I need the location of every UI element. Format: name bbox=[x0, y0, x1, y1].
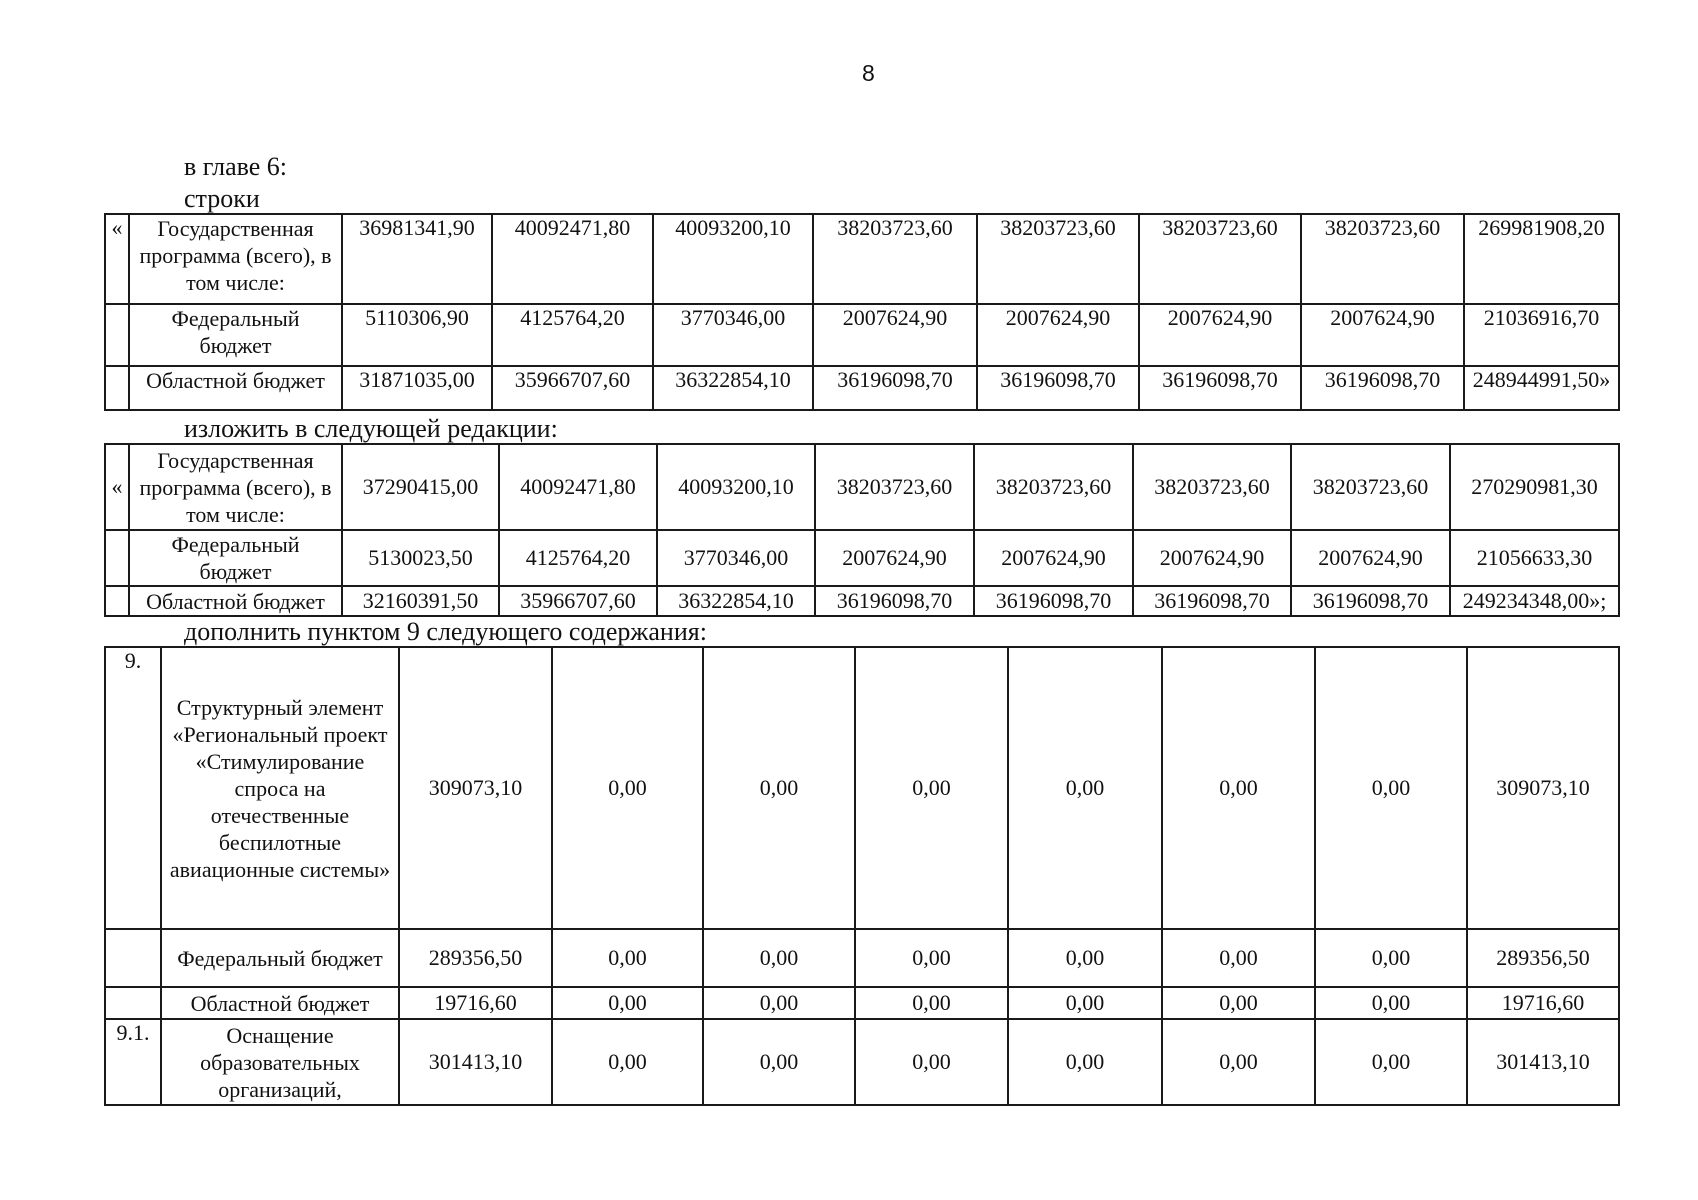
value-cell: 36322854,10 bbox=[657, 586, 815, 616]
value-cell: 38203723,60 bbox=[1291, 444, 1450, 530]
value-cell: 0,00 bbox=[855, 1019, 1008, 1105]
value-cell: 2007624,90 bbox=[1301, 304, 1464, 366]
value-cell: 301413,10 bbox=[1467, 1019, 1619, 1105]
value-cell: 2007624,90 bbox=[815, 530, 974, 586]
value-cell: 36981341,90 bbox=[342, 214, 492, 304]
table-row bbox=[105, 304, 1619, 366]
value-cell: 249234348,00»; bbox=[1450, 586, 1619, 616]
value-cell: 2007624,90 bbox=[977, 304, 1139, 366]
value-cell: 31871035,00 bbox=[342, 366, 492, 410]
value-cell: 40093200,10 bbox=[657, 444, 815, 530]
value-cell: 4125764,20 bbox=[492, 304, 653, 366]
add-heading: дополнить пунктом 9 следующего содержания: bbox=[184, 617, 707, 646]
value-cell: 40093200,10 bbox=[653, 214, 813, 304]
table-row bbox=[105, 530, 1619, 586]
value-cell: 36196098,70 bbox=[1133, 586, 1291, 616]
table-row bbox=[105, 214, 1619, 304]
value-cell: 36196098,70 bbox=[974, 586, 1133, 616]
value-cell: 36196098,70 bbox=[1291, 586, 1450, 616]
value-cell: 40092471,80 bbox=[492, 214, 653, 304]
value-cell: 0,00 bbox=[703, 1019, 855, 1105]
value-cell: 38203723,60 bbox=[1301, 214, 1464, 304]
value-cell: 301413,10 bbox=[399, 1019, 552, 1105]
opening-quote bbox=[105, 366, 129, 410]
value-cell: 0,00 bbox=[1008, 1019, 1162, 1105]
table-row bbox=[105, 987, 1619, 1019]
value-cell: 40092471,80 bbox=[499, 444, 657, 530]
opening-quote bbox=[105, 586, 129, 616]
value-cell: 2007624,90 bbox=[1139, 304, 1301, 366]
value-cell: 2007624,90 bbox=[1133, 530, 1291, 586]
value-cell: 0,00 bbox=[552, 987, 703, 1019]
item-number bbox=[105, 929, 161, 987]
value-cell: 0,00 bbox=[1315, 647, 1467, 929]
value-cell: 35966707,60 bbox=[499, 586, 657, 616]
item-number bbox=[105, 987, 161, 1019]
value-cell: 0,00 bbox=[1008, 647, 1162, 929]
table-row bbox=[105, 647, 1619, 929]
value-cell: 0,00 bbox=[1162, 929, 1315, 987]
value-cell: 248944991,50» bbox=[1464, 366, 1619, 410]
value-cell: 36196098,70 bbox=[813, 366, 977, 410]
value-cell: 269981908,20 bbox=[1464, 214, 1619, 304]
page-number: 8 bbox=[862, 60, 875, 86]
value-cell: 0,00 bbox=[855, 929, 1008, 987]
opening-quote: « bbox=[105, 214, 129, 304]
value-cell: 5110306,90 bbox=[342, 304, 492, 366]
table-item-9 bbox=[104, 646, 1620, 1106]
value-cell: 32160391,50 bbox=[342, 586, 499, 616]
table-row bbox=[105, 366, 1619, 410]
value-cell: 19716,60 bbox=[399, 987, 552, 1019]
value-cell: 36196098,70 bbox=[1301, 366, 1464, 410]
row-label: Областной бюджет bbox=[129, 366, 342, 410]
value-cell: 3770346,00 bbox=[653, 304, 813, 366]
table-row bbox=[105, 444, 1619, 530]
value-cell: 0,00 bbox=[1008, 929, 1162, 987]
value-cell: 4125764,20 bbox=[499, 530, 657, 586]
value-cell: 2007624,90 bbox=[974, 530, 1133, 586]
row-label: Федеральный бюджет bbox=[161, 929, 399, 987]
value-cell: 35966707,60 bbox=[492, 366, 653, 410]
value-cell: 0,00 bbox=[1315, 929, 1467, 987]
value-cell: 0,00 bbox=[1162, 647, 1315, 929]
value-cell: 38203723,60 bbox=[974, 444, 1133, 530]
row-label: Областной бюджет bbox=[129, 586, 342, 616]
table-new-edition bbox=[104, 443, 1620, 617]
value-cell: 19716,60 bbox=[1467, 987, 1619, 1019]
row-label: Оснащение образовательных организаций, bbox=[161, 1019, 399, 1105]
value-cell: 309073,10 bbox=[1467, 647, 1619, 929]
opening-quote bbox=[105, 530, 129, 586]
value-cell: 38203723,60 bbox=[815, 444, 974, 530]
value-cell: 0,00 bbox=[1008, 987, 1162, 1019]
value-cell: 289356,50 bbox=[399, 929, 552, 987]
opening-quote: « bbox=[105, 444, 129, 530]
row-label: Государственная программа (всего), в том числе: bbox=[129, 444, 342, 530]
row-label: Областной бюджет bbox=[161, 987, 399, 1019]
value-cell: 38203723,60 bbox=[977, 214, 1139, 304]
value-cell: 0,00 bbox=[1162, 987, 1315, 1019]
chapter-heading: в главе 6: bbox=[184, 152, 288, 181]
replace-heading: изложить в следующей редакции: bbox=[184, 414, 558, 443]
value-cell: 270290981,30 bbox=[1450, 444, 1619, 530]
row-label: Структурный элемент «Региональный проект «Стимулирование спроса на отечественные беспилотные авиационные системы» bbox=[161, 647, 399, 929]
rows-heading: строки bbox=[184, 184, 260, 213]
value-cell: 0,00 bbox=[703, 647, 855, 929]
item-number: 9.1. bbox=[105, 1019, 161, 1105]
value-cell: 0,00 bbox=[1315, 987, 1467, 1019]
value-cell: 36196098,70 bbox=[1139, 366, 1301, 410]
value-cell: 289356,50 bbox=[1467, 929, 1619, 987]
value-cell: 0,00 bbox=[552, 929, 703, 987]
opening-quote bbox=[105, 304, 129, 366]
value-cell: 0,00 bbox=[1315, 1019, 1467, 1105]
value-cell: 5130023,50 bbox=[342, 530, 499, 586]
value-cell: 309073,10 bbox=[399, 647, 552, 929]
value-cell: 38203723,60 bbox=[813, 214, 977, 304]
value-cell: 38203723,60 bbox=[1139, 214, 1301, 304]
table-old-rows bbox=[104, 213, 1620, 411]
value-cell: 3770346,00 bbox=[657, 530, 815, 586]
table-row bbox=[105, 586, 1619, 616]
row-label: Федеральный бюджет bbox=[129, 530, 342, 586]
table-row bbox=[105, 929, 1619, 987]
value-cell: 36196098,70 bbox=[977, 366, 1139, 410]
item-number: 9. bbox=[105, 647, 161, 929]
value-cell: 37290415,00 bbox=[342, 444, 499, 530]
table-row bbox=[105, 1019, 1619, 1105]
row-label: Федеральный бюджет bbox=[129, 304, 342, 366]
value-cell: 36196098,70 bbox=[815, 586, 974, 616]
value-cell: 36322854,10 bbox=[653, 366, 813, 410]
value-cell: 2007624,90 bbox=[813, 304, 977, 366]
value-cell: 0,00 bbox=[552, 647, 703, 929]
value-cell: 21056633,30 bbox=[1450, 530, 1619, 586]
value-cell: 2007624,90 bbox=[1291, 530, 1450, 586]
value-cell: 21036916,70 bbox=[1464, 304, 1619, 366]
value-cell: 38203723,60 bbox=[1133, 444, 1291, 530]
value-cell: 0,00 bbox=[855, 647, 1008, 929]
value-cell: 0,00 bbox=[855, 987, 1008, 1019]
row-label: Государственная программа (всего), в том числе: bbox=[129, 214, 342, 304]
value-cell: 0,00 bbox=[552, 1019, 703, 1105]
value-cell: 0,00 bbox=[1162, 1019, 1315, 1105]
value-cell: 0,00 bbox=[703, 929, 855, 987]
value-cell: 0,00 bbox=[703, 987, 855, 1019]
